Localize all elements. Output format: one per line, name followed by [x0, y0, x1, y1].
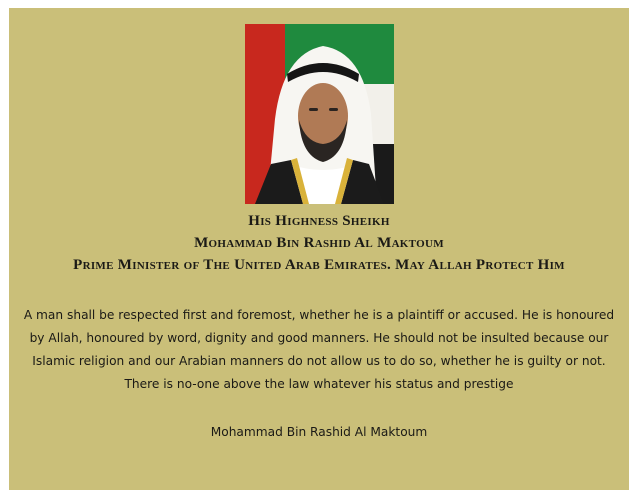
title-line-honorific: His Highness Sheikh — [248, 213, 390, 229]
quote-line: Islamic religion and our Arabian manners do not allow us to do so, whether he is guilty or not. — [32, 354, 606, 368]
quote-line: by Allah, honoured by word, dignity and good manners. He should not be insulted because our — [29, 331, 609, 345]
portrait-photo — [245, 24, 394, 204]
portrait-illustration — [245, 24, 394, 204]
title-line-name: Mohammad Bin Rashid Al Maktoum — [194, 235, 444, 251]
quote-paragraph — [17, 304, 621, 396]
quote-line: There is no-one above the law whatever his status and prestige — [124, 377, 514, 391]
quote-signature: Mohammad Bin Rashid Al Maktoum — [210, 425, 428, 439]
title-line-position: Prime Minister of The United Arab Emirates. May Allah Protect Him — [73, 257, 565, 273]
right-eye — [329, 108, 338, 111]
title-block — [9, 210, 629, 276]
quote-line: A man shall be respected first and foremost, whether he is a plaintiff or accused. He is honoured — [23, 308, 615, 322]
left-eye — [309, 108, 318, 111]
content-panel — [9, 8, 629, 490]
